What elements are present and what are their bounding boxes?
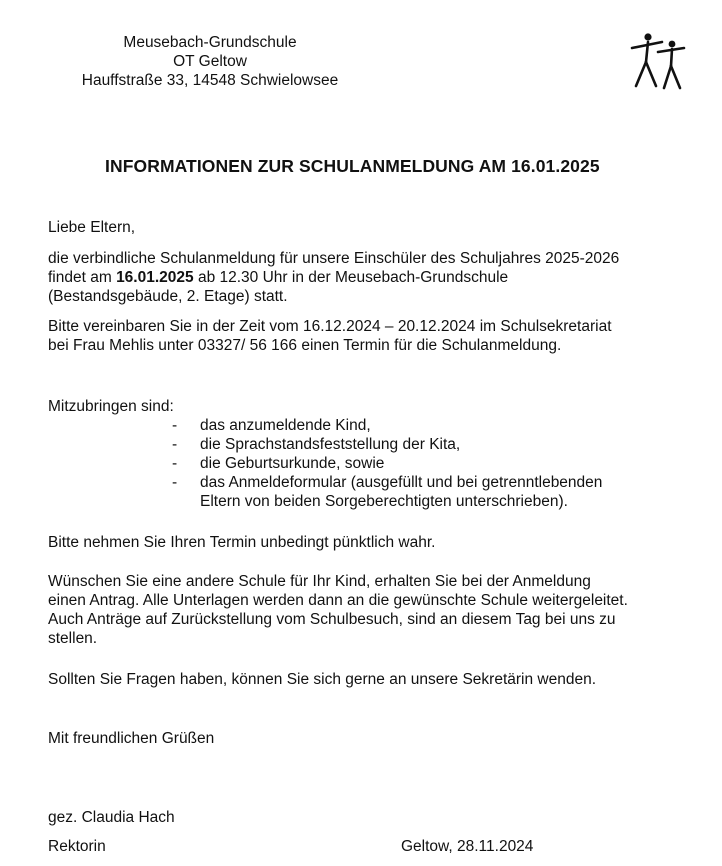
paragraph-other-school — [48, 572, 698, 648]
school-name: Meusebach-Grundschule — [123, 34, 297, 51]
paragraph-line: die verbindliche Schulanmeldung für unsere Einschüler des Schuljahres 2025-2026 — [48, 250, 620, 267]
school-address: Hauffstraße 33, 14548 Schwielowsee — [81, 72, 339, 89]
list-item-text: die Sprachstandsfeststellung der Kita, — [200, 436, 461, 453]
list-item — [172, 435, 602, 454]
list-item — [172, 454, 602, 473]
text-segment: findet am — [48, 269, 117, 286]
paragraph-line: Bitte nehmen Sie Ihren Termin unbedingt pünktlich wahr. — [48, 534, 436, 551]
registration-date-bold: 16.01.2025 — [116, 269, 194, 286]
list-dash: - — [172, 436, 178, 453]
paragraph-line — [48, 268, 698, 287]
bring-label-text: Mitzubringen sind: — [48, 398, 174, 415]
paragraph-line: Bitte vereinbaren Sie in der Zeit vom 16.12.2024 – 20.12.2024 im Schulsekretariat — [48, 318, 612, 335]
list-item-text: die Geburtsurkunde, sowie — [200, 455, 385, 472]
place-date: Geltow, 28.11.2024 — [401, 838, 534, 855]
paragraph-line: bei Frau Mehlis unter 03327/ 56 166 einen Termin für die Schulanmeldung. — [48, 337, 562, 354]
school-district: OT Geltow — [173, 53, 247, 70]
list-item-text: das Anmeldeformular (ausgefüllt und bei getrenntlebenden — [200, 474, 603, 491]
paragraph-appointment — [48, 317, 698, 355]
signature-role: Rektorin — [48, 838, 106, 855]
paragraph-line: (Bestandsgebäude, 2. Etage) statt. — [48, 288, 288, 305]
paragraph-line: Sollten Sie Fragen haben, können Sie sich gerne an unsere Sekretärin wenden. — [48, 671, 597, 688]
stick-figures-logo-icon — [628, 30, 688, 90]
bring-label — [48, 397, 698, 416]
paragraph-line: Auch Anträge auf Zurückstellung vom Schulbesuch, sind an diesem Tag bei uns zu — [48, 611, 616, 628]
greeting-text: Liebe Eltern, — [48, 219, 136, 236]
paragraph-registration-date — [48, 249, 698, 306]
page-title: INFORMATIONEN ZUR SCHULANMELDUNG AM 16.01.2025 — [105, 156, 600, 176]
greeting — [48, 218, 698, 237]
text-segment: ab 12.30 Uhr in der Meusebach-Grundschule — [193, 269, 509, 286]
list-item — [172, 473, 602, 511]
paragraph-punctuality — [48, 533, 698, 552]
list-item-text-continued: Eltern von beiden Sorgeberechtigten unterschrieben). — [200, 493, 568, 510]
list-dash: - — [172, 474, 178, 491]
paragraph-questions — [48, 670, 698, 689]
list-dash: - — [172, 455, 178, 472]
school-letterhead — [60, 33, 360, 90]
list-item — [172, 416, 602, 435]
paragraph-line: stellen. — [48, 630, 98, 647]
closing — [48, 729, 698, 748]
signature-name: gez. Claudia Hach — [48, 809, 175, 826]
bring-list — [172, 416, 602, 511]
closing-text: Mit freundlichen Grüßen — [48, 730, 215, 747]
paragraph-line: einen Antrag. Alle Unterlagen werden dann an die gewünschte Schule weitergeleitet. — [48, 592, 628, 609]
list-item-text: das anzumeldende Kind, — [200, 417, 371, 434]
list-dash: - — [172, 417, 178, 434]
paragraph-line: Wünschen Sie eine andere Schule für Ihr Kind, erhalten Sie bei der Anmeldung — [48, 573, 591, 590]
